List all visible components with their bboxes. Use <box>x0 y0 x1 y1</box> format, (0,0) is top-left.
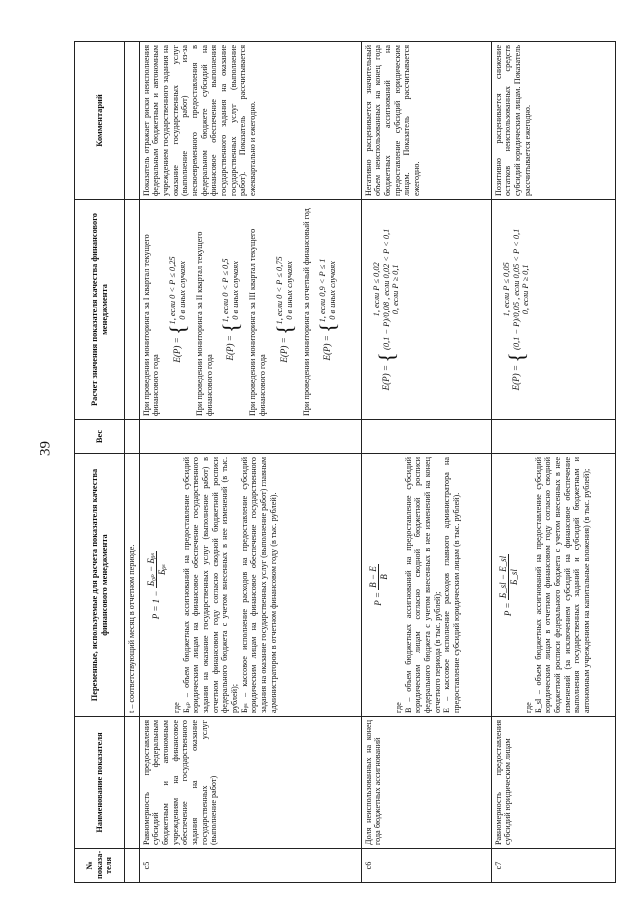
rotated-table-wrapper <box>74 41 614 883</box>
where-label: где <box>171 702 181 713</box>
calc-condition: При проведении мониторинга за I квартал текущего финансового года <box>141 234 161 416</box>
table-row <box>491 42 615 883</box>
where-label: где <box>523 702 533 713</box>
row-vars <box>361 454 491 717</box>
row-comment: Показатель отражает риски неисполнения федеральным бюджетным и автономным учреждением государственного задания на оказание государственных услуг (выполнение работ) из-за несвоевременного предоставления в федеральном бюджете субсидий на финансовое обеспечение выполнения государственного задания на оказание государственных услуг (выполнение работ). Показатель рассчитывается ежеквартально и ежегодно. <box>139 42 361 200</box>
header-calc: Расчет значения показателя качества финансового менеджмента <box>75 200 125 420</box>
header-name: Наименование показателя <box>75 717 125 849</box>
row-vars <box>139 454 361 717</box>
row-num: с7 <box>491 849 615 883</box>
row-comment: Позитивно расценивается снижение остатков неиспользованных средств субсидий юридическим лицам. Показатель рассчитывается ежегодно. <box>491 42 615 200</box>
header-weight: Вес <box>75 420 125 454</box>
header-num: № показа-теля <box>75 849 125 883</box>
row-comment: Негативно расценивается значительный объем неиспользованных на конец года бюджетных ассигнований на предоставление субсидий юридическим лицам. Показатель рассчитывается ежегодно. <box>361 42 491 200</box>
row-weight <box>139 420 361 454</box>
row-weight <box>361 420 491 454</box>
row-name: Равномерность предоставления субсидий федеральным бюджетным и автономным учреждениям на финансовое обеспечение государственного задания на оказание государственных услуг (выполнение работ) <box>139 717 361 849</box>
indicators-table <box>74 41 616 883</box>
var-line: Бᵦₛ – кассовое исполнение расходов на предоставление субсидий юридическим лицам на финансовое обеспечение государственного задания на оказание государственных услуг (выполнение работ) главным администратором в отчетном финансовом году (в тыс. рублей). <box>239 457 278 713</box>
header-comment: Комментарий <box>75 42 125 200</box>
formula: P = 1 − Б₀ₚ − Бᵦₛ Бᵦₛ <box>145 552 168 620</box>
var-line: E – кассовое исполнение расходов главного администратора на предоставление субсидий юридическим лицам (в тыс. рублей). <box>442 457 461 713</box>
header-row <box>75 42 125 883</box>
var-line: B – объем бюджетных ассигнований на предоставление субсидий юридическим лицам согласно сводной бюджетной росписи федерального бюджета с учетом внесенных в нее изменений на конец отчетного периода (в тыс. рублей); <box>403 457 442 713</box>
row-name: Доля неиспользованных на конец года бюджетных ассигнований <box>361 717 491 849</box>
row-num: с5 <box>139 849 361 883</box>
formula: P = B − E B <box>367 566 390 606</box>
row-calc <box>361 200 491 420</box>
calc-formula: E(P) = { 1, если P ≤ 0,05 (0,1 − P)/0,05 , если 0,05 < P < 0,1 0, если P ≥ 0,1 <box>501 228 531 391</box>
row-vars <box>491 454 615 717</box>
page-number: 39 <box>37 441 54 456</box>
var-line: Б_sl – объем бюджетных ассигнований на предоставление субсидий юридическим лицам в отчетном финансовом году согласно сводной бюджетной росписи федерального бюджета с учетом внесенных в нее изменений (за исключением субсидий на финансовое обеспечение выполнения государственных заданий и субсидий бюджетным и автономным учреждениям на капитальные вложения) (в тыс. рублей); <box>533 457 591 713</box>
continuation-row <box>125 42 140 883</box>
row-num: с6 <box>361 849 491 883</box>
row-calc: При проведении мониторинга за I квартал текущего финансового года E(P) = {1, если 0 < P ≤ 0,25 0 в иных случаях При проведении мониторинга за II квартал текущего финансового года E(P) = {1, если 0 < P ≤ 0,5 0 в иных случаях При проведении мониторинга за III квартал текущего финансового года E(P) = {1, если 0 < P ≤ 0,75 0 в иных случаях При проведении мониторинга за отчетный финансовый год E(P) = {1, если 0,9 < P ≤ 1 0 в иных случаях <box>139 200 361 420</box>
formula: P = Б_sl − Е_sl Б_sl <box>497 555 520 617</box>
table-row <box>139 42 361 883</box>
row-name: Равномерность предоставления субсидий юридическим лицам <box>491 717 615 849</box>
continuation-text: t – соответствующий месяц в отчетном периоде. <box>125 454 140 717</box>
calc-formula: E(P) = { 1, если P ≤ 0,02 (0,1 − P)/0,08 , если 0,02 < P < 0,1 0, если P ≥ 0,1 <box>371 228 401 391</box>
header-vars: Переменные, используемые для расчета показателя качества финансового менеджмента <box>75 454 125 717</box>
where-label: где <box>393 702 403 713</box>
table-row <box>361 42 491 883</box>
row-calc <box>491 200 615 420</box>
calc-condition: При проведении мониторинга за II квартал текущего финансового года <box>194 231 214 416</box>
calc-condition: При проведении мониторинга за III квартал текущего финансового года <box>248 228 267 416</box>
var-line: Б₀ₚ – объем бюджетных ассигнований на предоставление субсидий юридическим лицам на финансовое обеспечение государственного задания на оказание государственных услуг (выполнение работ) в отчетном финансовом году согласно сводной бюджетной росписи федерального бюджета с учетом внесенных в нее изменений (в тыс. рублей); <box>181 457 239 713</box>
calc-condition: При проведении мониторинга за отчетный финансовый год <box>301 208 311 416</box>
row-weight <box>491 420 615 454</box>
